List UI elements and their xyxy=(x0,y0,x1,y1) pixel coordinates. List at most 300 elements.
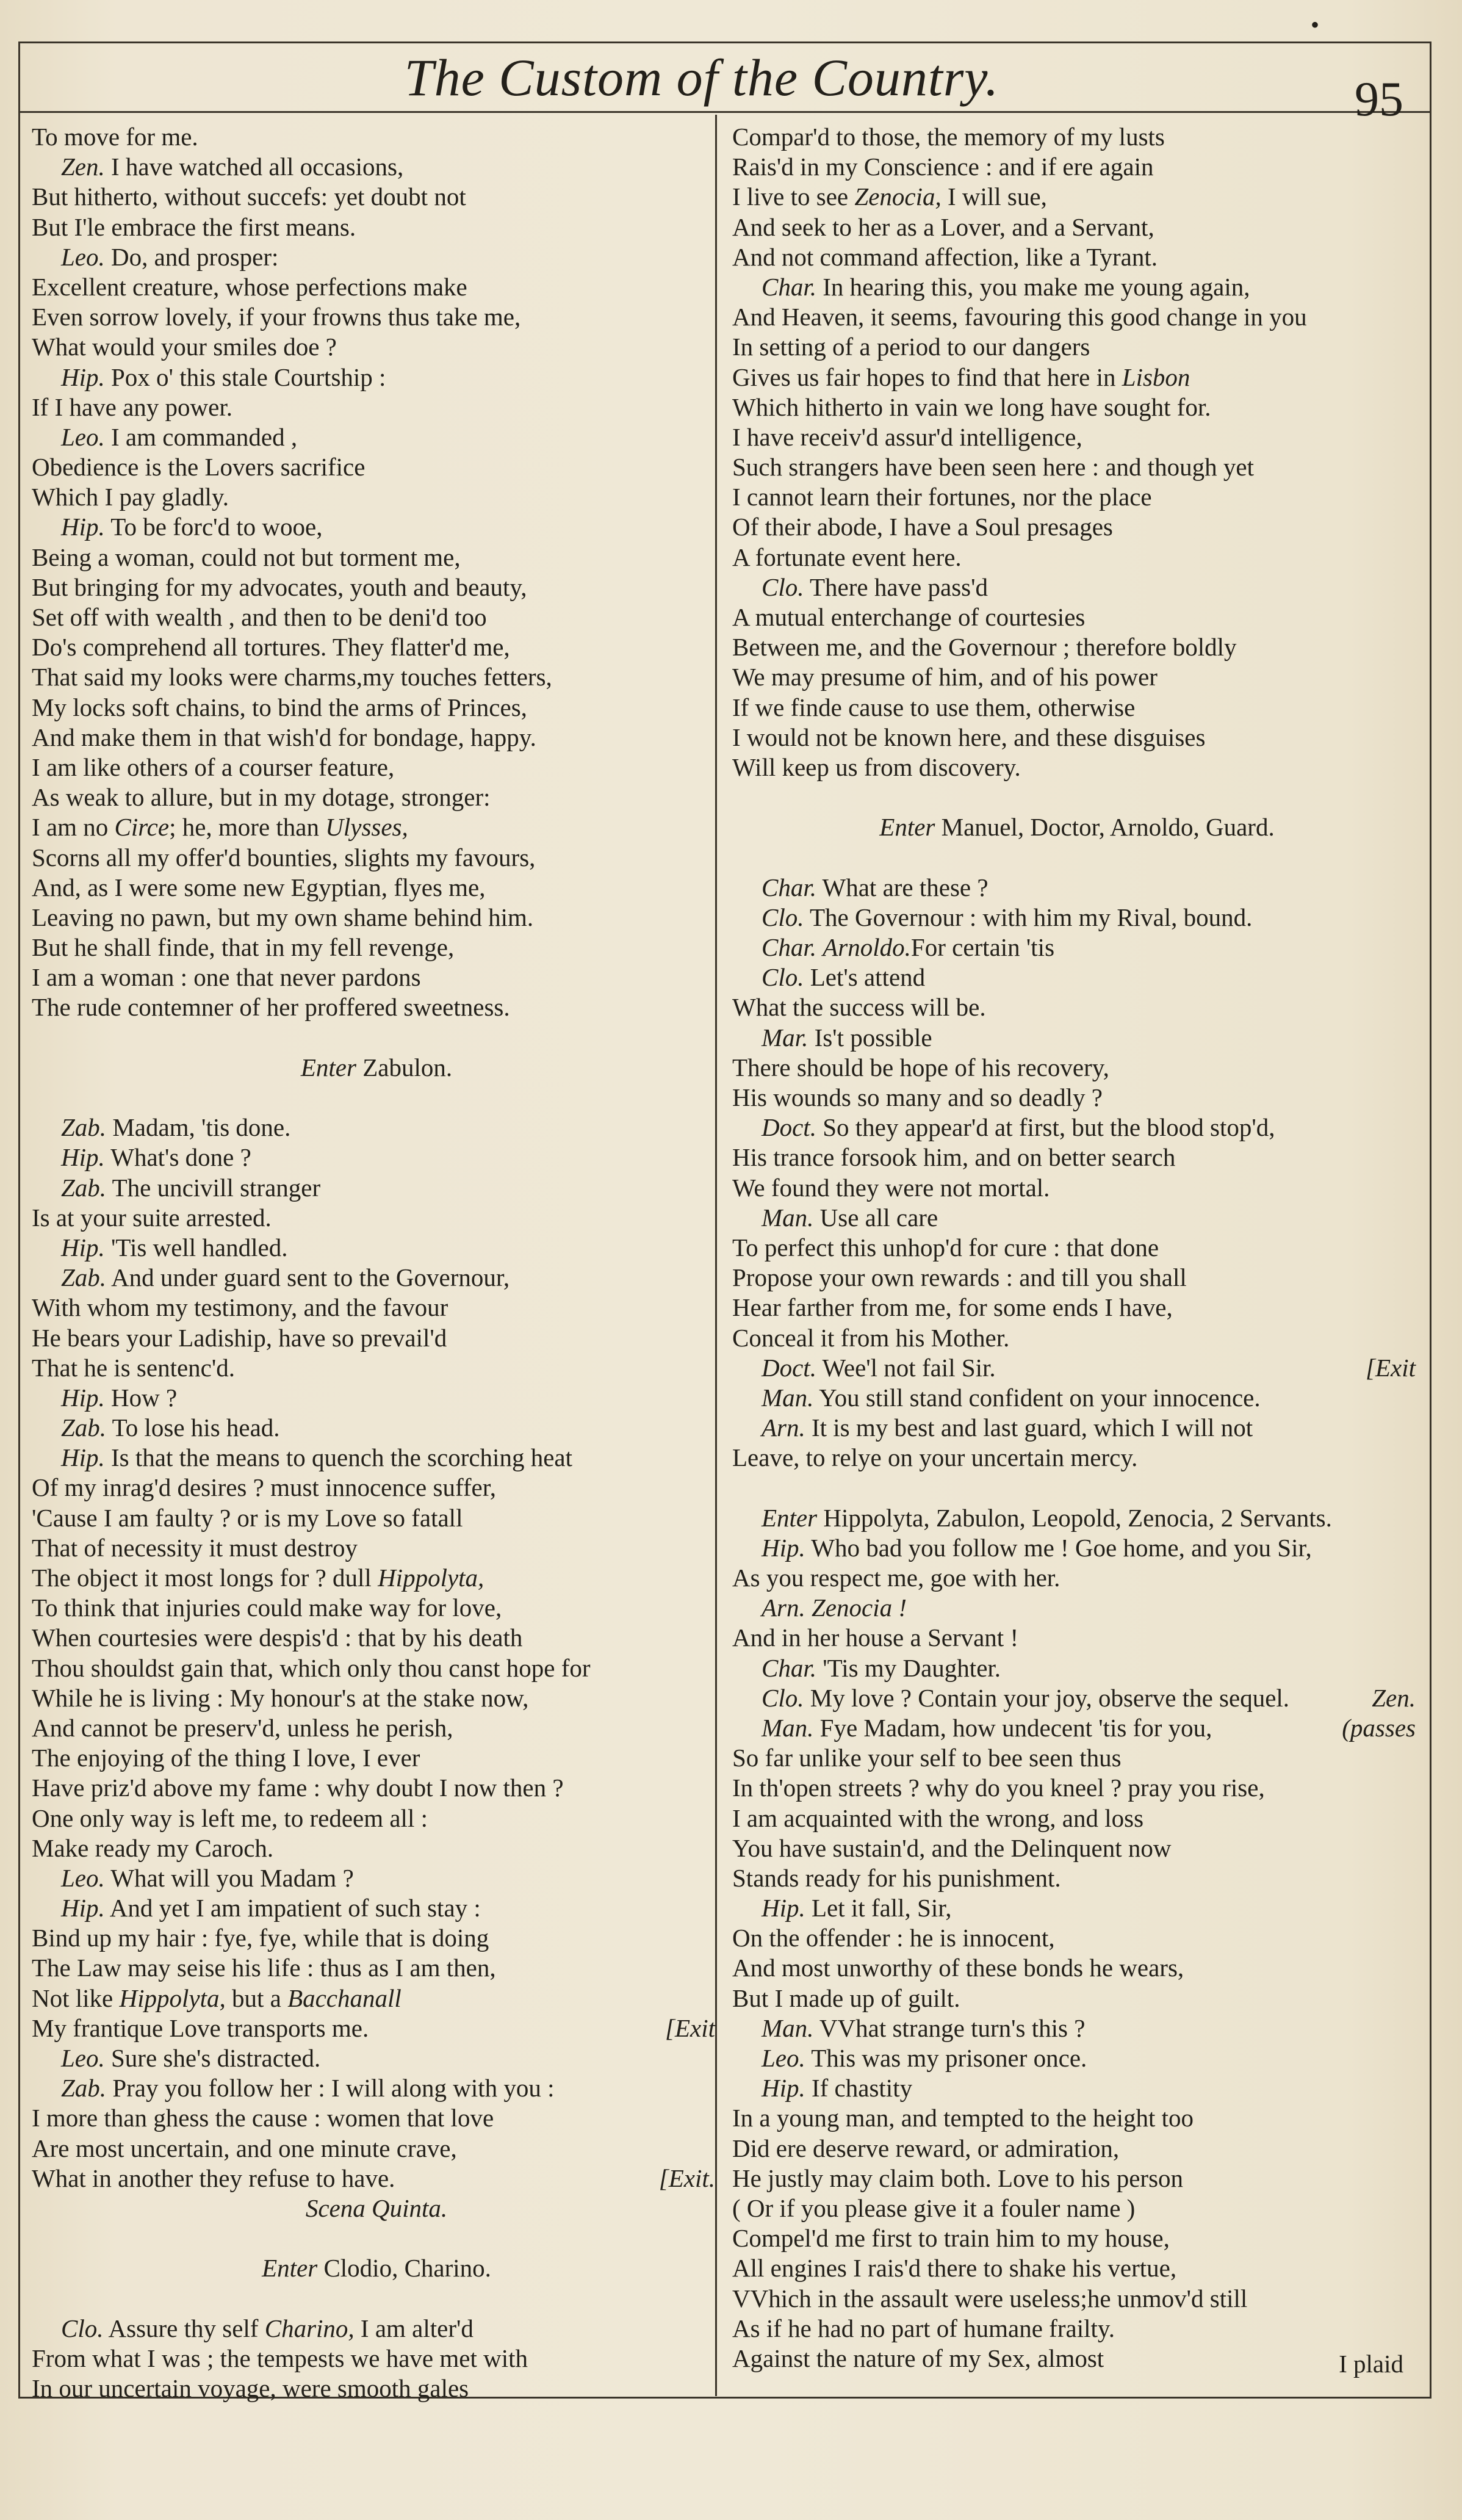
stage-direction xyxy=(32,1053,721,1083)
verse-line xyxy=(32,1233,721,1263)
speaker-label: Clo. xyxy=(762,963,804,992)
speaker-label: Hip. xyxy=(61,513,105,541)
line-text: Madam, 'tis done. xyxy=(112,1113,291,1142)
speaker-label: Char. xyxy=(762,1653,817,1682)
line-text: Do's comprehend all tortures. They flatter'd me, xyxy=(32,633,510,662)
line-text: If chastity xyxy=(812,2074,913,2103)
verse-line xyxy=(732,182,1422,212)
line-text: So they appear'd at first, but the blood stop'd, xyxy=(823,1113,1275,1142)
line-text: We may presume of him, and of his power xyxy=(732,663,1158,691)
speaker-label: Clo. xyxy=(762,903,804,931)
stage-direction xyxy=(732,812,1422,842)
line-text: 'Tis my Daughter. xyxy=(823,1653,1001,1682)
speaker-label: Doct. xyxy=(762,1353,816,1382)
line-text: Compar'd to those, the memory of my lusts xyxy=(732,123,1165,151)
line-text: I am no xyxy=(32,813,115,842)
line-text: Let it fall, Sir, xyxy=(812,1894,952,1922)
line-text: I am alter'd xyxy=(354,2314,474,2342)
line-text: That of necessity it must destroy xyxy=(32,1533,358,1562)
stage-enter: Enter xyxy=(762,1503,818,1532)
line-text: but a xyxy=(225,1984,288,2012)
verse-line xyxy=(732,1233,1422,1263)
verse-line xyxy=(732,1833,1422,1863)
italic-name: Scena Quinta. xyxy=(305,2193,448,2222)
verse-line xyxy=(32,1383,721,1413)
verse-line xyxy=(32,2344,721,2374)
line-text: Pox o' this stale Courtship : xyxy=(111,363,386,391)
stage-direction xyxy=(32,2253,721,2283)
verse-line xyxy=(32,1353,721,1383)
speaker-label: Hip. xyxy=(762,1533,805,1562)
speaker-label: Arn. xyxy=(762,1594,805,1622)
speaker-label: Leo. xyxy=(762,2044,805,2072)
line-text: His trance forsook him, and on better search xyxy=(732,1143,1176,1172)
line-text: Scorns all my offer'd bounties, slights my favours, xyxy=(32,843,536,872)
stage-enter: Enter xyxy=(300,1053,356,1081)
line-text: 'Tis well handled. xyxy=(111,1233,288,1262)
speaker-label: Clo. xyxy=(762,572,804,601)
line-text: To lose his head. xyxy=(112,1413,280,1442)
verse-line xyxy=(32,1443,721,1473)
verse-line xyxy=(732,1083,1422,1113)
line-text: Let's attend xyxy=(810,963,926,992)
line-text: Fye Madam, how undecent 'tis for you, xyxy=(819,1713,1212,1742)
verse-line xyxy=(32,843,721,873)
verse-line xyxy=(32,1893,721,1923)
line-text: When courtesies were despis'd : that by his death xyxy=(32,1623,523,1652)
verse-line xyxy=(732,1323,1422,1353)
line-text: And cannot be preserv'd, unless he perish, xyxy=(32,1713,453,1742)
line-text: In a young man, and tempted to the height too xyxy=(732,2104,1194,2132)
verse-line xyxy=(732,2134,1422,2164)
line-text: The object it most longs for ? dull xyxy=(32,1564,378,1592)
verse-line xyxy=(32,1623,721,1653)
line-text: The enjoying of the thing I love, I ever xyxy=(32,1744,420,1772)
verse-line xyxy=(732,1953,1422,1983)
running-title: The Custom of the Country. xyxy=(404,48,999,107)
line-text: There should be hope of his recovery, xyxy=(732,1053,1109,1081)
line-text: To be forc'd to wooe, xyxy=(110,513,323,541)
verse-line xyxy=(732,2164,1422,2193)
verse-line xyxy=(32,122,721,152)
verse-line xyxy=(32,1503,721,1533)
line-text: Use all care xyxy=(819,1203,938,1232)
line-text: This was my prisoner once. xyxy=(811,2044,1087,2072)
verse-line xyxy=(32,182,721,212)
line-text: Who bad you follow me ! Goe home, and you Sir, xyxy=(811,1533,1312,1562)
line-text: The Law may seise his life : thus as I am then, xyxy=(32,1954,496,1982)
verse-line xyxy=(732,2043,1422,2073)
line-text: I am like others of a courser feature, xyxy=(32,753,395,781)
line-text: Conceal it from his Mother. xyxy=(732,1323,1010,1352)
line-text: In our uncertain voyage, were smooth gales xyxy=(32,2374,469,2403)
verse-line xyxy=(732,1653,1422,1683)
line-text: Will keep us from discovery. xyxy=(732,753,1021,781)
line-text: Make ready my Caroch. xyxy=(32,1833,274,1862)
verse-line xyxy=(32,693,721,723)
blank-line xyxy=(32,1083,721,1113)
line-text: Do, and prosper: xyxy=(111,242,279,271)
italic-name: Lisbon xyxy=(1122,363,1190,391)
line-text: And under guard sent to the Governour, xyxy=(111,1263,510,1292)
verse-line xyxy=(732,1803,1422,1833)
verse-line xyxy=(732,1893,1422,1923)
speaker-label: Zab. xyxy=(61,1173,107,1202)
verse-line xyxy=(732,2253,1422,2283)
line-text: I more than ghess the cause : women that love xyxy=(32,2104,494,2132)
verse-line xyxy=(32,272,721,302)
line-text: To perfect this unhop'd for cure : that done xyxy=(732,1233,1159,1262)
line-text: But I'le embrace the first means. xyxy=(32,212,356,241)
verse-line xyxy=(32,1293,721,1323)
line-text: Manuel, Doctor, Arnoldo, Guard. xyxy=(941,813,1275,842)
verse-line xyxy=(732,1413,1422,1443)
verse-line xyxy=(732,693,1422,723)
line-text: It is my best and last guard, which I will not xyxy=(812,1413,1253,1442)
speaker-label: Arn. xyxy=(762,1413,805,1442)
verse-line xyxy=(32,482,721,512)
line-text: Wee'l not fail Sir. xyxy=(822,1353,996,1382)
line-text: As you respect me, goe with her. xyxy=(732,1564,1060,1592)
verse-line xyxy=(32,1833,721,1863)
line-text: A mutual enterchange of courtesies xyxy=(732,603,1086,631)
line-text: Sure she's distracted. xyxy=(111,2044,321,2072)
line-text: VVhat strange turn's this ? xyxy=(819,2013,1086,2042)
speaker-label: Leo. xyxy=(61,422,105,451)
verse-line xyxy=(32,512,721,542)
blank-line xyxy=(732,782,1422,812)
line-text: A fortunate event here. xyxy=(732,543,962,571)
verse-line xyxy=(32,1593,721,1623)
verse-line xyxy=(732,332,1422,362)
line-text: I cannot learn their fortunes, nor the place xyxy=(732,483,1152,511)
speaker-label: Char. xyxy=(762,873,817,901)
italic-name: Arnoldo. xyxy=(823,933,911,962)
verse-line xyxy=(32,992,721,1022)
speaker-label: Zab. xyxy=(61,1263,107,1292)
line-text: Zabulon. xyxy=(362,1053,453,1081)
line-text: And Heaven, it seems, favouring this good change in you xyxy=(732,303,1307,331)
verse-line xyxy=(732,512,1422,542)
marginal-direction: (passes xyxy=(1342,1713,1416,1742)
line-text: But bringing for my advocates, youth and beauty, xyxy=(32,572,527,601)
verse-line xyxy=(32,962,721,992)
speaker-label: Hip. xyxy=(762,1894,805,1922)
verse-line xyxy=(32,332,721,362)
line-text: What are these ? xyxy=(822,873,988,901)
verse-line xyxy=(32,212,721,242)
verse-line xyxy=(32,873,721,903)
verse-line xyxy=(732,363,1422,392)
stage-enter: Enter xyxy=(262,2254,318,2283)
verse-line xyxy=(32,543,721,572)
line-text: I will sue, xyxy=(941,182,1047,211)
verse-line xyxy=(732,1743,1422,1773)
line-text: I am a woman : one that never pardons xyxy=(32,963,421,992)
verse-line xyxy=(732,2284,1422,2314)
line-text: Gives us fair hopes to find that here in xyxy=(732,363,1122,391)
line-text: Compel'd me first to train him to my house, xyxy=(732,2224,1170,2253)
verse-line xyxy=(32,302,721,332)
speaker-label: Char. xyxy=(762,272,817,301)
verse-line xyxy=(32,1713,721,1743)
verse-line xyxy=(732,452,1422,482)
speaker-label: Man. xyxy=(762,1713,814,1742)
verse-line xyxy=(732,903,1422,933)
line-text: There have pass'd xyxy=(810,572,988,601)
line-text: And most unworthy of these bonds he wears, xyxy=(732,1954,1184,1982)
line-text: His wounds so many and so deadly ? xyxy=(732,1083,1103,1111)
line-text: Bind up my hair : fye, fye, while that is doing xyxy=(32,1924,489,1952)
marginal-direction: [Exit. xyxy=(658,2164,715,2192)
speaker-label: Leo. xyxy=(61,2044,105,2072)
speaker-label: Mar. xyxy=(762,1023,808,1052)
speaker-label: Hip. xyxy=(61,1233,105,1262)
verse-line xyxy=(32,2073,721,2103)
verse-line xyxy=(732,2314,1422,2344)
line-text: One only way is left me, to redeem all : xyxy=(32,1803,428,1832)
verse-line xyxy=(732,1263,1422,1293)
speaker-label: Clo. xyxy=(762,1683,804,1712)
line-text: We found they were not mortal. xyxy=(732,1173,1050,1202)
line-text: Is't possible xyxy=(814,1023,932,1052)
verse-line xyxy=(32,632,721,662)
verse-line xyxy=(32,1953,721,1983)
line-text: To think that injuries could make way for love, xyxy=(32,1594,502,1622)
verse-line xyxy=(732,1923,1422,1953)
line-text: Which I pay gladly. xyxy=(32,483,229,511)
line-text: If we finde cause to use them, otherwise xyxy=(732,693,1136,721)
verse-line xyxy=(32,452,721,482)
left-column xyxy=(32,122,721,2403)
verse-line xyxy=(732,152,1422,182)
line-text: As if he had no part of humane frailty. xyxy=(732,2314,1115,2342)
line-text: Between me, and the Governour ; therefore boldly xyxy=(732,633,1237,662)
marginal-direction: [Exit xyxy=(1366,1353,1416,1382)
verse-line xyxy=(732,1683,1422,1713)
line-text: What would your smiles doe ? xyxy=(32,333,337,361)
line-text: Leave, to relye on your uncertain mercy. xyxy=(732,1443,1138,1472)
line-text: And in her house a Servant ! xyxy=(732,1623,1019,1652)
verse-line xyxy=(732,753,1422,782)
verse-line xyxy=(732,962,1422,992)
verse-line xyxy=(32,242,721,272)
line-text: I am commanded , xyxy=(111,422,298,451)
verse-line xyxy=(32,1143,721,1172)
line-text: Pray you follow her : I will along with you : xyxy=(112,2074,555,2103)
line-text: My locks soft chains, to bind the arms of Princes, xyxy=(32,693,527,721)
speaker-label: Leo. xyxy=(61,1863,105,1892)
line-text: And yet I am impatient of such stay : xyxy=(109,1894,481,1922)
line-text: But hitherto, without succefs: yet doubt not xyxy=(32,182,466,211)
page-number: 95 xyxy=(1355,73,1403,126)
verse-line xyxy=(732,2193,1422,2223)
line-text: All engines I rais'd there to shake his vertue, xyxy=(732,2254,1177,2283)
verse-line xyxy=(32,1203,721,1233)
line-text: Thou shouldst gain that, which only thou canst hope for xyxy=(32,1653,591,1682)
speaker-label: Hip. xyxy=(61,1383,105,1412)
line-text: Are most uncertain, and one minute crave, xyxy=(32,2134,457,2162)
verse-line xyxy=(32,1533,721,1563)
line-text: How ? xyxy=(111,1383,178,1412)
line-text: The uncivill stranger xyxy=(112,1173,321,1202)
verse-line xyxy=(32,1773,721,1803)
line-text: Hippolyta, Zabulon, Leopold, Zenocia, 2 Servants. xyxy=(823,1503,1332,1532)
verse-line xyxy=(732,723,1422,753)
line-text: From what I was ; the tempests we have met with xyxy=(32,2344,528,2372)
verse-line xyxy=(732,272,1422,302)
line-text: Hear farther from me, for some ends I have, xyxy=(732,1293,1173,1322)
speaker-label: Hip. xyxy=(762,2074,805,2103)
line-text: Have priz'd above my fame : why doubt I now then ? xyxy=(32,1774,564,1802)
speaker-label: Doct. xyxy=(762,1113,816,1142)
line-text: For certain 'tis xyxy=(910,933,1055,962)
verse-line xyxy=(732,1053,1422,1083)
verse-line xyxy=(32,1413,721,1443)
line-text: And make them in that wish'd for bondage, happy. xyxy=(32,723,536,751)
verse-line xyxy=(32,602,721,632)
line-text: Excellent creature, whose perfections make xyxy=(32,272,467,301)
line-text: Such strangers have been seen here : and though yet xyxy=(732,453,1255,482)
line-text: Which hitherto in vain we long have sought for. xyxy=(732,392,1211,421)
line-text: In th'open streets ? why do you kneel ? pray you rise, xyxy=(732,1774,1265,1802)
line-text: And seek to her as a Lover, and a Servant, xyxy=(732,212,1154,241)
line-text: I have receiv'd assur'd intelligence, xyxy=(732,422,1082,451)
verse-line xyxy=(32,1653,721,1683)
verse-line xyxy=(732,933,1422,962)
header-rule xyxy=(18,111,1431,113)
verse-line xyxy=(732,212,1422,242)
blank-line xyxy=(32,2223,721,2253)
verse-line xyxy=(732,2073,1422,2103)
line-text: But I made up of guilt. xyxy=(732,1984,960,2012)
speaker-label: Leo. xyxy=(61,242,105,271)
verse-line xyxy=(732,422,1422,452)
verse-line xyxy=(32,2164,721,2193)
line-text: What's done ? xyxy=(110,1143,251,1172)
verse-line xyxy=(32,723,721,753)
verse-line xyxy=(32,1113,721,1143)
verse-line xyxy=(32,1563,721,1593)
line-text: 'Cause I am faulty ? or is my Love so fatall xyxy=(32,1503,463,1532)
line-text: That said my looks were charms,my touches fetters, xyxy=(32,663,552,691)
speaker-label: Hip. xyxy=(61,1894,105,1922)
italic-name: Zenocia ! xyxy=(812,1594,907,1622)
line-text: As weak to allure, but in my dotage, stronger: xyxy=(32,783,491,812)
line-text: ( Or if you please give it a fouler name ) xyxy=(732,2193,1136,2222)
verse-line xyxy=(732,543,1422,572)
verse-line xyxy=(732,1623,1422,1653)
line-text: You still stand confident on your innocence. xyxy=(819,1383,1261,1412)
line-text: To move for me. xyxy=(32,123,198,151)
verse-line xyxy=(32,1473,721,1503)
verse-line xyxy=(732,1443,1422,1473)
line-text: VVhich in the assault were useless;he unmov'd still xyxy=(732,2284,1248,2312)
verse-line xyxy=(32,1323,721,1353)
speaker-label: Char. xyxy=(762,933,817,962)
speaker-label: Zab. xyxy=(61,1113,107,1142)
verse-line xyxy=(732,2013,1422,2043)
blank-line xyxy=(32,2284,721,2314)
line-text: And, as I were some new Egyptian, flyes me, xyxy=(32,873,486,901)
verse-line xyxy=(732,632,1422,662)
right-column xyxy=(732,122,1422,2374)
verse-line xyxy=(732,2223,1422,2253)
verse-line xyxy=(32,572,721,602)
verse-line xyxy=(32,812,721,842)
speaker-label: Zab. xyxy=(61,2074,107,2103)
verse-line xyxy=(732,1023,1422,1053)
line-text: On the offender : he is innocent, xyxy=(732,1924,1055,1952)
verse-line xyxy=(732,1203,1422,1233)
verse-line xyxy=(32,662,721,692)
blank-line xyxy=(732,843,1422,873)
verse-line xyxy=(32,2013,721,2043)
verse-line xyxy=(32,1683,721,1713)
verse-line xyxy=(32,152,721,182)
italic-name: Hippolyta, xyxy=(378,1564,484,1592)
line-text: I am acquainted with the wrong, and loss xyxy=(732,1803,1144,1832)
verse-line xyxy=(732,1503,1422,1533)
verse-line xyxy=(32,933,721,962)
verse-line xyxy=(732,572,1422,602)
verse-line xyxy=(32,1863,721,1893)
verse-line xyxy=(732,992,1422,1022)
marginal-direction: [Exit xyxy=(665,2013,715,2042)
line-text: I live to see xyxy=(732,182,855,211)
verse-line xyxy=(732,1353,1422,1383)
blank-line xyxy=(32,1023,721,1053)
verse-line xyxy=(732,662,1422,692)
verse-line xyxy=(732,1143,1422,1172)
verse-line xyxy=(732,1863,1422,1893)
verse-line xyxy=(732,302,1422,332)
verse-line xyxy=(32,782,721,812)
verse-line xyxy=(732,1563,1422,1593)
speaker-label: Hip. xyxy=(61,363,105,391)
line-text: He justly may claim both. Love to his person xyxy=(732,2164,1184,2192)
verse-line xyxy=(732,1173,1422,1203)
line-text: Obedience is the Lovers sacrifice xyxy=(32,453,366,482)
marginal-direction: Zen. xyxy=(1372,1683,1416,1712)
line-text: ; he, more than xyxy=(169,813,326,842)
verse-line xyxy=(32,1984,721,2013)
line-text: What in another they refuse to have. xyxy=(32,2164,395,2192)
line-text: What the success will be. xyxy=(732,993,986,1022)
line-text: Set off with wealth , and then to be deni'd too xyxy=(32,603,487,631)
line-text: He bears your Ladiship, have so prevail'd xyxy=(32,1323,447,1352)
blank-line xyxy=(732,1473,1422,1503)
verse-line xyxy=(32,2043,721,2073)
verse-line xyxy=(32,2314,721,2344)
verse-line xyxy=(32,1923,721,1953)
italic-name: Charino, xyxy=(264,2314,355,2342)
italic-name: Hippolyta, xyxy=(119,1984,226,2012)
line-text: Of their abode, I have a Soul presages xyxy=(732,513,1113,541)
line-text: Is that the means to quench the scorching heat xyxy=(111,1443,572,1472)
verse-line xyxy=(32,1173,721,1203)
verse-line xyxy=(732,122,1422,152)
speaker-label: Man. xyxy=(762,1203,814,1232)
line-text: What will you Madam ? xyxy=(110,1863,354,1892)
line-text: Against the nature of my Sex, almost xyxy=(732,2344,1104,2372)
catchword: I plaid xyxy=(1339,2350,1403,2378)
line-text: With whom my testimony, and the favour xyxy=(32,1293,448,1322)
verse-line xyxy=(32,903,721,933)
verse-line xyxy=(732,1984,1422,2013)
line-text: While he is living : My honour's at the stake now, xyxy=(32,1683,529,1712)
verse-line xyxy=(732,1713,1422,1743)
